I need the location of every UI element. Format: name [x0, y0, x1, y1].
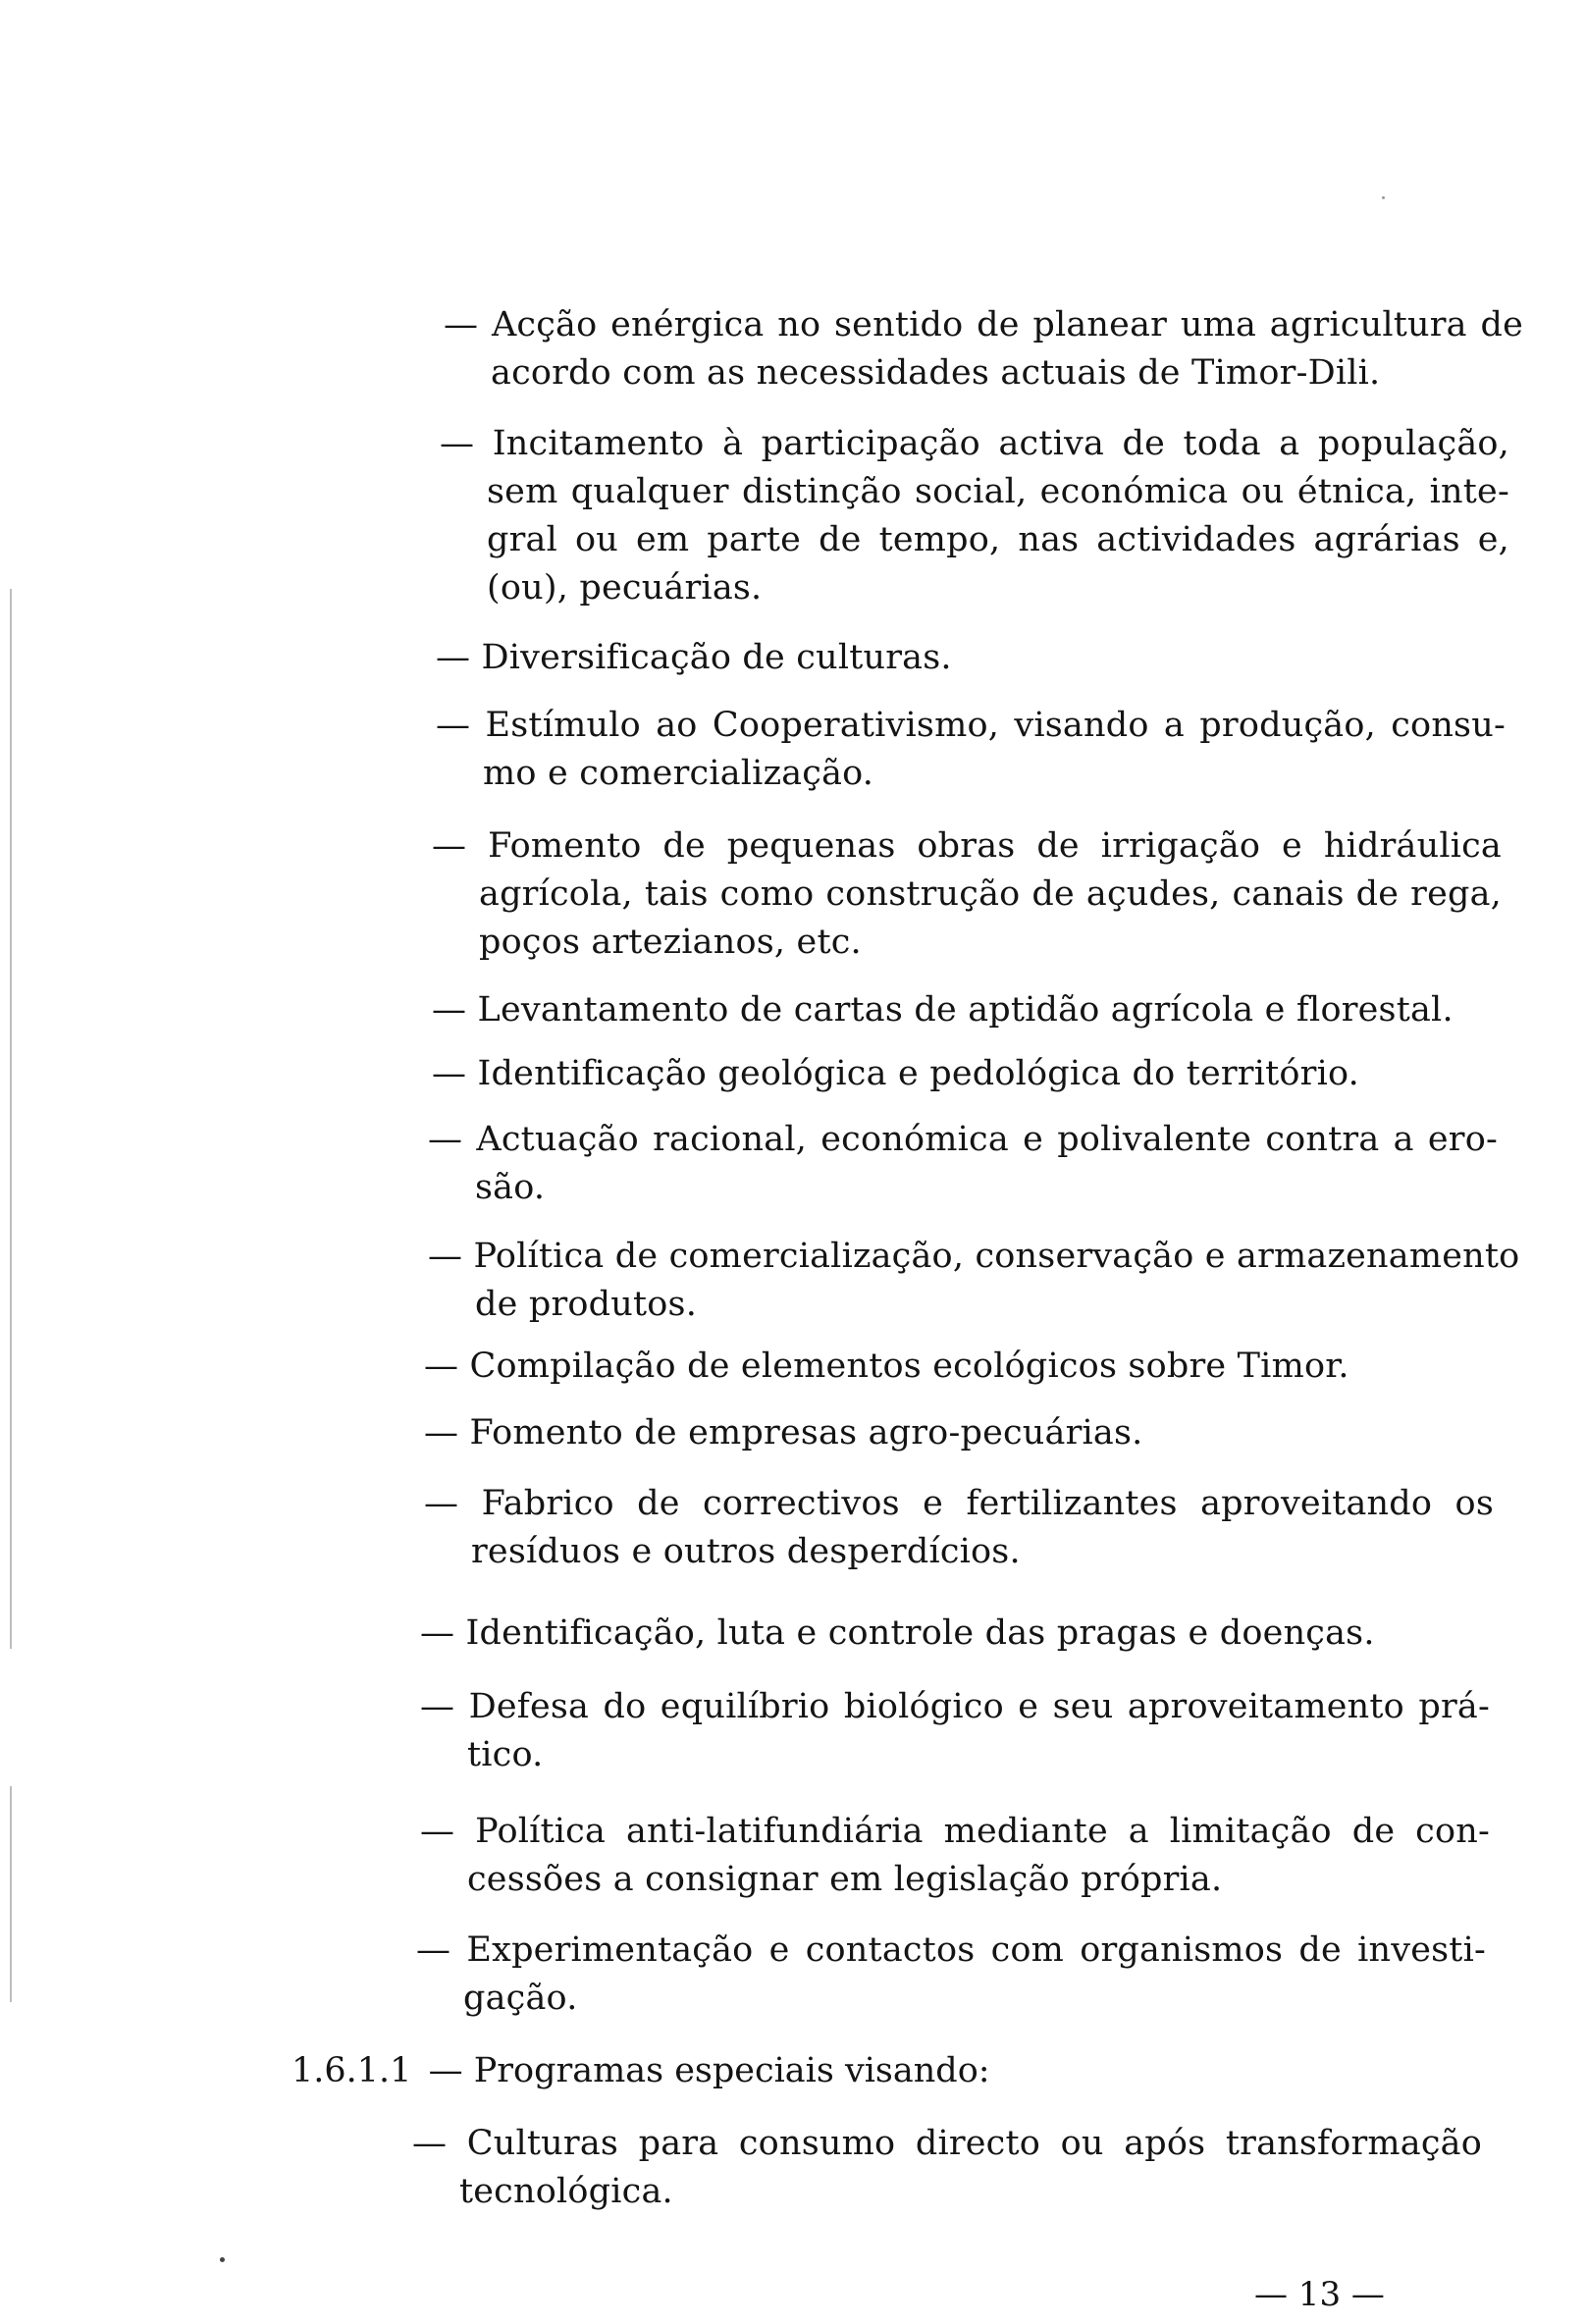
list-item — [432, 986, 1454, 1034]
item-line: tecnológica. — [459, 2172, 673, 2211]
section-text: — Programas especiais visando: — [428, 2051, 990, 2090]
list-item — [420, 1683, 1490, 1779]
item-line: — Identificação, luta e controle das pragas e doenças. — [420, 1613, 1375, 1653]
item-line: tico. — [467, 1735, 544, 1774]
item-line: cessões a consignar em legislação própria. — [467, 1860, 1223, 1899]
list-item — [428, 1233, 1520, 1329]
item-line: — Levantamento de cartas de aptidão agrícola e florestal. — [432, 990, 1454, 1030]
item-line: sem qualquer distinção social, económica ou étnica, inte- — [487, 472, 1509, 511]
item-line: — Fabrico de correctivos e fertilizantes aproveitando os — [424, 1484, 1494, 1523]
list-item — [436, 634, 952, 682]
item-line: poços artezianos, etc. — [479, 923, 862, 962]
item-line: agrícola, tais como construção de açudes, canais de rega, — [479, 874, 1502, 914]
item-line: — Incitamento à participação activa de toda a população, — [440, 424, 1509, 463]
item-line: — Diversificação de culturas. — [436, 638, 952, 677]
item-line: resíduos e outros desperdícios. — [471, 1532, 1021, 1571]
scan-margin-line — [10, 589, 12, 1649]
list-item — [436, 702, 1506, 798]
section-heading — [291, 2047, 990, 2095]
item-line: — Compilação de elementos ecológicos sobre Timor. — [424, 1347, 1349, 1386]
item-line: mo e comercialização. — [483, 754, 874, 793]
list-item — [428, 1116, 1498, 1212]
item-line: — Política anti-latifundiária mediante a limitação de con- — [420, 1812, 1490, 1851]
list-item — [420, 1808, 1490, 1904]
page-number: — 13 — — [1254, 2275, 1385, 2314]
item-line: — Culturas para consumo directo ou após transformação — [412, 2124, 1482, 2163]
scan-margin-line — [10, 1786, 12, 2002]
list-item — [444, 301, 1523, 397]
list-item — [416, 1927, 1486, 2023]
list-item — [424, 1343, 1349, 1391]
item-line: de produtos. — [475, 1285, 698, 1324]
list-item — [412, 2120, 1482, 2216]
list-item — [432, 1050, 1359, 1098]
item-line: — Estímulo ao Cooperativismo, visando a produção, consu- — [436, 706, 1506, 745]
item-line: — Actuação racional, económica e polivalente contra a ero- — [428, 1120, 1498, 1159]
item-line: (ou), pecuárias. — [487, 568, 763, 607]
list-item — [424, 1409, 1143, 1457]
item-line: — Identificação geológica e pedológica do território. — [432, 1054, 1359, 1093]
list-item — [424, 1480, 1494, 1576]
item-line: — Experimentação e contactos com organismos de investi- — [416, 1930, 1486, 1970]
item-line: gação. — [463, 1979, 578, 2018]
scan-speck — [1382, 196, 1385, 199]
item-line: — Acção enérgica no sentido de planear uma agricultura de — [444, 305, 1523, 344]
item-line: acordo com as necessidades actuais de Timor-Dili. — [491, 353, 1381, 393]
section-number: 1.6.1.1 — [291, 2051, 412, 2090]
item-line: — Política de comercialização, conservação e armazenamento — [428, 1237, 1520, 1276]
list-item — [440, 420, 1509, 612]
list-item — [432, 822, 1502, 967]
item-line: — Fomento de empresas agro-pecuárias. — [424, 1413, 1143, 1452]
item-line: são. — [475, 1168, 546, 1207]
item-line: — Fomento de pequenas obras de irrigação e hidráulica — [432, 826, 1502, 866]
item-line: gral ou em parte de tempo, nas actividades agrárias e, — [487, 520, 1509, 559]
scan-speck — [220, 2257, 225, 2262]
list-item — [420, 1610, 1375, 1658]
item-line: — Defesa do equilíbrio biológico e seu aproveitamento prá- — [420, 1687, 1490, 1726]
